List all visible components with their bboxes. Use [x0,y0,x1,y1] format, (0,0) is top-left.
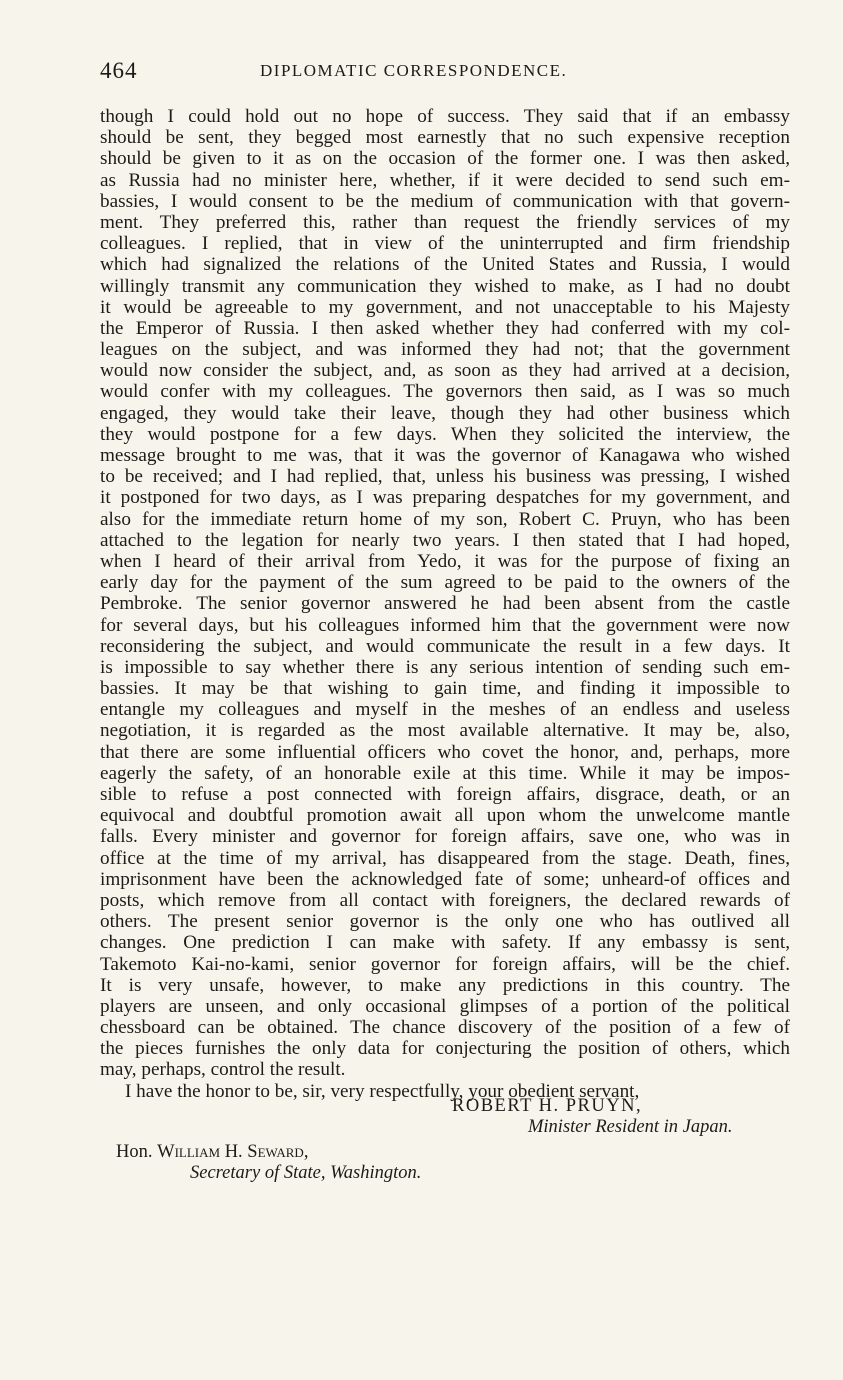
closing-line: I have the honor to be, sir, very respectfully, your obedient servant, [125,1080,640,1102]
body-line: leagues on the subject, and was informed they had not; that the government [100,339,790,361]
body-line: the pieces furnishes the only data for conjecturing the position of others, which [100,1038,790,1060]
body-line: may, perhaps, control the result. [100,1059,346,1081]
body-line: early day for the payment of the sum agreed to be paid to the owners of the [100,572,790,594]
signature-name: ROBERT H. PRUYN, [452,1096,643,1116]
body-line: bassies, I would consent to be the medium of communication with that govern- [100,190,790,212]
page-number: 464 [100,58,138,83]
body-line: it would be agreeable to my government, and not unacceptable to his Majesty [100,296,790,318]
body-line: changes. One prediction I can make with safety. If any embassy is sent, [100,932,790,954]
body-line: should be given to it as on the occasion of the former one. I was then asked, [100,148,790,170]
body-line: players are unseen, and only occasional glimpses of a portion of the political [100,995,790,1017]
body-line: It is very unsafe, however, to make any predictions in this country. The [100,974,790,996]
body-line: imprisonment have been the acknowledged fate of some; unheard-of offices and [100,868,790,890]
body-line: as Russia had no minister here, whether, if it were decided to send such em- [100,169,790,191]
body-line: they would postpone for a few days. When they solicited the interview, the [100,423,790,445]
body-line: the Emperor of Russia. I then asked whether they had conferred with my col- [100,317,790,339]
body-line: office at the time of my arrival, has disappeared from the stage. Death, fines, [100,847,790,869]
addressee-name: William H. Seward, [157,1142,309,1162]
body-line: should be sent, they begged most earnestly that no such expensive reception [100,127,790,149]
body-line: which had signalized the relations of the United States and Russia, I would [100,254,790,276]
addressee [116,1142,308,1163]
body-line: reconsidering the subject, and would communicate the result in a few days. It [100,635,790,657]
page-header [100,58,790,88]
addressee-title: Secretary of State, Washington. [190,1163,422,1183]
body-line: negotiation, it is regarded as the most available alternative. It may be, also, [100,720,790,742]
body-line: it postponed for two days, as I was preparing despatches for my government, and [100,487,790,509]
body-line: bassies. It may be that wishing to gain time, and finding it impossible to [100,678,790,700]
body-line: engaged, they would take their leave, though they had other business which [100,402,790,424]
body-line: sible to refuse a post connected with foreign affairs, disgrace, death, or an [100,784,790,805]
body-line: colleagues. I replied, that in view of the uninterrupted and firm friendship [100,233,790,255]
body-line: posts, which remove from all contact with foreigners, the declared rewards of [100,889,790,911]
body-line: entangle my colleagues and myself in the meshes of an endless and useless [100,699,790,721]
running-head: DIPLOMATIC CORRESPONDENCE. [260,61,568,80]
body-line: others. The present senior governor is the only one who has outlived all [100,911,790,933]
letter-body [100,106,790,1102]
body-line: would now consider the subject, and, as soon as they had arrived at a decision, [100,360,790,382]
body-line: ment. They preferred this, rather than request the friendly services of my [100,211,790,233]
body-line: is impossible to say whether there is any serious intention of sending such em- [100,656,790,678]
body-line: Pembroke. The senior governor answered he had been absent from the castle [100,593,790,615]
body-line: message brought to me was, that it was the governor of Kanagawa who wished [100,445,790,466]
body-line: attached to the legation for nearly two years. I then stated that I had hoped, [100,529,790,551]
body-line: would confer with my colleagues. The governors then said, as I was so much [100,381,790,403]
body-line: that there are some influential officers who covet the honor, and, perhaps, more [100,741,790,763]
body-line: also for the immediate return home of my son, Robert C. Pruyn, who has been [100,508,790,530]
body-line: willingly transmit any communication they wished to make, as I had no doubt [100,275,790,297]
body-line: though I could hold out no hope of success. They said that if an embassy [100,106,790,127]
body-line: eagerly the safety, of an honorable exile at this time. While it may be impos- [100,762,790,784]
body-line: Takemoto Kai-no-kami, senior governor for foreign affairs, will be the chief. [100,953,790,975]
body-line: when I heard of their arrival from Yedo, it was for the purpose of fixing an [100,550,790,572]
body-line: to be received; and I had replied, that, unless his business was pressing, I wished [100,466,790,488]
body-line: equivocal and doubtful promotion await all upon whom the unwelcome mantle [100,805,790,827]
body-line: for several days, but his colleagues informed him that the government were now [100,614,790,636]
body-line: falls. Every minister and governor for foreign affairs, save one, who was in [100,826,790,848]
signature-title: Minister Resident in Japan. [528,1117,733,1137]
addressee-prefix: Hon. [116,1142,153,1162]
body-line: chessboard can be obtained. The chance discovery of the position of a few of [100,1017,790,1039]
